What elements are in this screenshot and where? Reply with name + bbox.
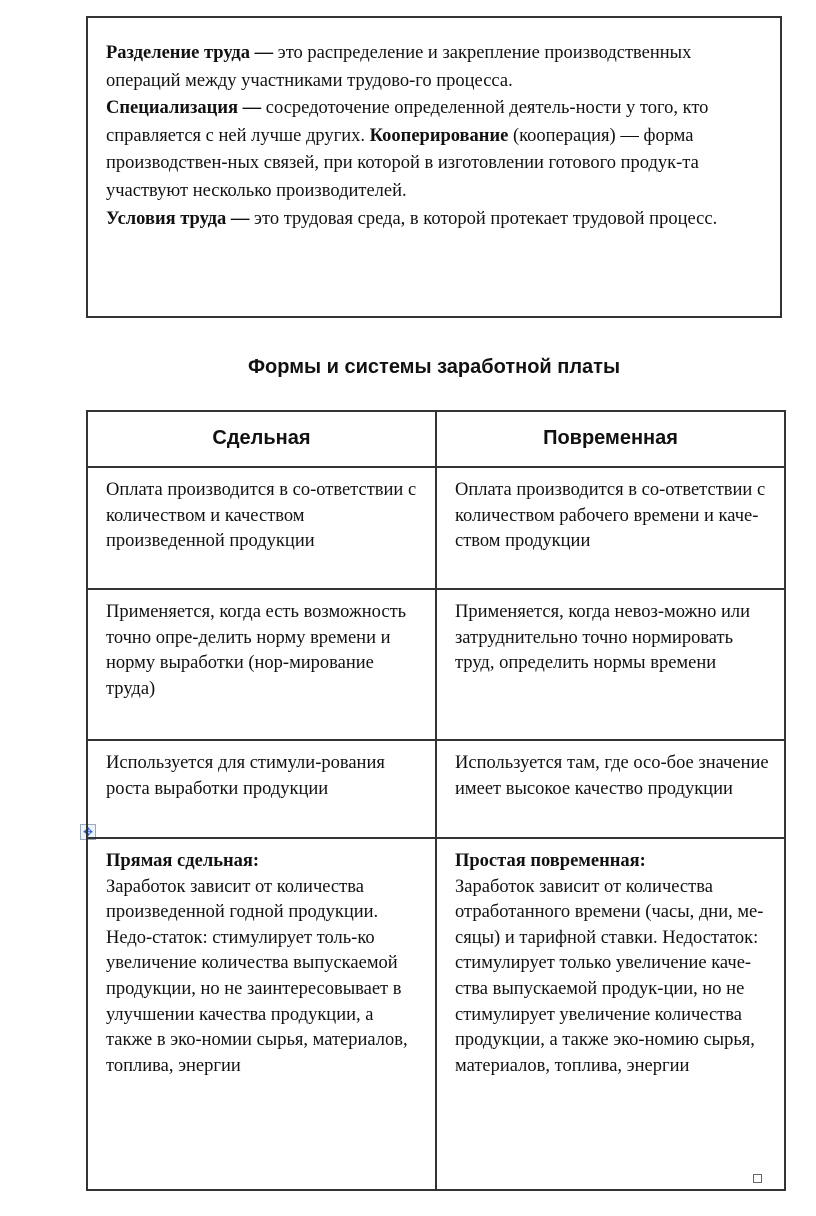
table-cell [436,740,785,838]
definition-division [106,40,764,95]
definition-conditions [106,206,764,234]
term-specialization: Специализация — [106,98,262,119]
term-cooperation: Кооперирование [369,125,509,146]
definition-specialization [106,95,764,205]
text-specialization: сосредоточение определенной деятель-ности у того, кто справляется с ней лучше других. [106,98,709,146]
term-conditions: Условия труда — [106,208,250,229]
table-title: Формы и системы заработной платы [247,356,621,378]
header-time-based: Повременная [436,411,785,467]
text-cooperation: (кооперация) — форма производствен-ных связей, при которой в изготовлении готового продук-та участвуют несколько производителей. [106,125,699,201]
definitions-box [86,16,782,318]
cell-text: Используется там, где осо-бое значение имеет высокое качество продукции [455,753,769,799]
table-cell [436,467,785,589]
cell-text: Применяется, когда невоз-можно или затруднительно точно нормировать труд, определить нормы времени [455,602,751,674]
cell-text: Оплата производится в со-ответствии с количеством рабочего времени и каче-ством продукции [455,480,766,552]
table-row [87,589,785,740]
cell-text: Применяется, когда есть возможность точно опре-делить норму времени и норму выработки (нор-мирование труда) [106,602,407,699]
table-row [87,467,785,589]
text-division: это распределение и закрепление производственных операций между участниками трудово-го процесса. [106,43,692,91]
system-text-time-based: Заработок зависит от количества отработанного времени (часы, дни, ме-сяцы) и тарифной ставки. Недостаток: стимулирует только увеличение каче-ства выпускаемой продук-ции, но не стимулирует увеличение количества продукции, а также эко-номию сырья, материалов, топлива, энергии [455,876,764,1076]
table-cell [87,589,436,740]
system-text-piecework: Заработок зависит от количества произведенной годной продукции. Недо-статок: стимулирует толь-ко увеличение количества выпускаемой продукции, но не заинтересовывает в улучшении качества продукции, а также в эко-номии сырья, материалов, топлива, энергии [106,876,408,1076]
table-cell [87,838,436,1190]
table-cell [436,838,785,1190]
table-row [87,740,785,838]
table-cell [87,740,436,838]
table-move-icon[interactable]: ✥ [80,824,96,840]
text-conditions: это трудовая среда, в которой протекает трудовой процесс. [249,208,718,229]
cell-text: Оплата производится в со-ответствии с количеством и качеством произведенной продукции [106,480,417,552]
header-piecework: Сдельная [87,411,436,467]
table-cell [87,467,436,589]
table-row [87,838,785,1190]
cell-text: Используется для стимули-рования роста выработки продукции [106,753,385,799]
cell-content [437,839,784,1087]
wages-table [86,410,786,1191]
table-header-row [87,411,785,467]
term-division: Разделение труда — [106,43,274,63]
cell-content [88,839,435,1087]
system-title-piecework: Прямая сдельная: [106,851,260,871]
table-cell [436,589,785,740]
table-resize-handle[interactable] [753,1174,762,1183]
system-title-time-based: Простая повременная: [455,851,646,871]
